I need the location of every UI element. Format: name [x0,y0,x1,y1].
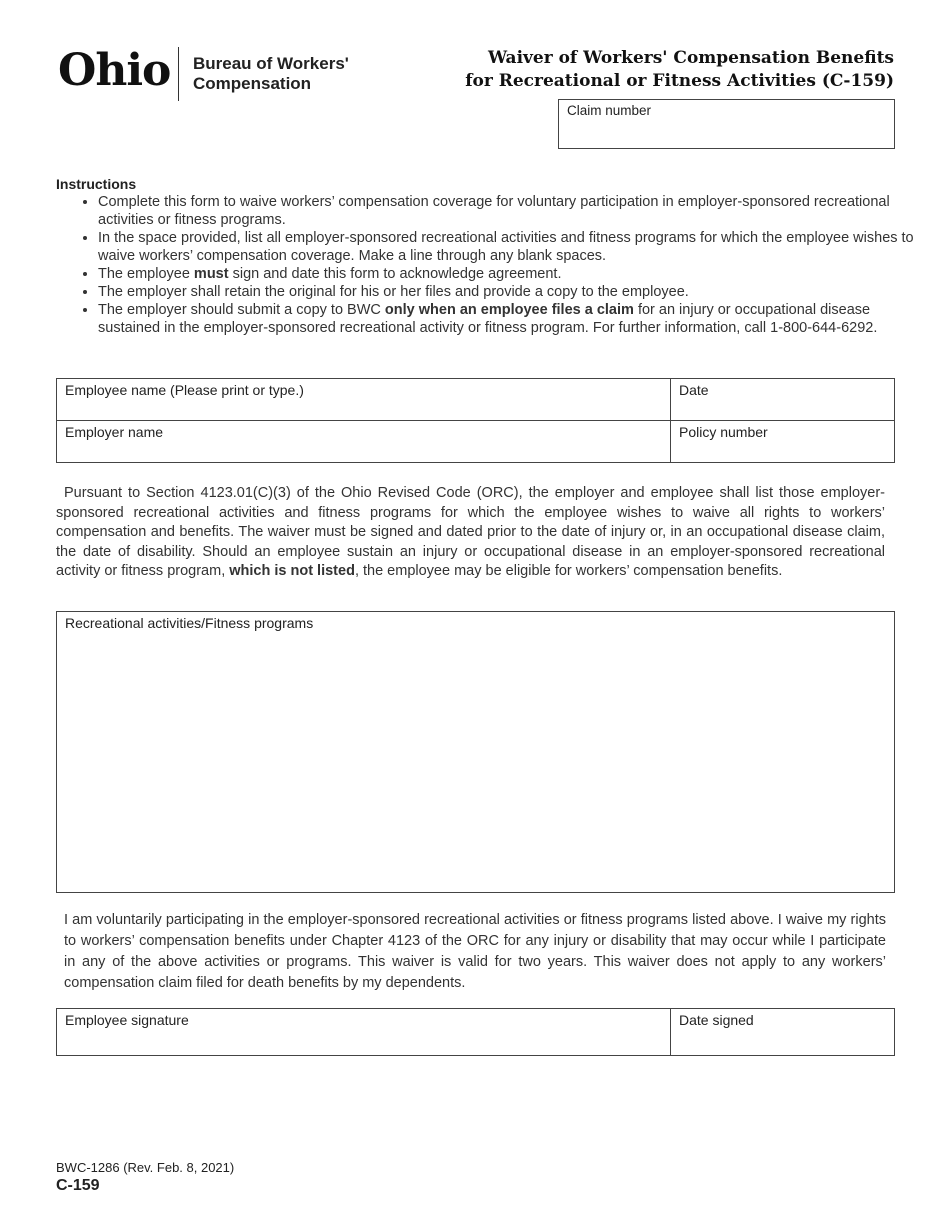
text: The employee [98,266,194,282]
employee-signature-field[interactable] [56,1008,671,1056]
activities-field[interactable] [56,611,895,893]
instruction-item [98,193,928,229]
instruction-item [98,265,928,283]
form-title [465,47,894,93]
logo-divider [178,47,179,101]
employer-name-label: Employer name [65,424,164,440]
text: Pursuant to Section 4123.01(C)(3) of the Ohio Revised Code (ORC), the employer and employee shall list those employer-sponsored recreational activities and fitness programs for which the employee wishes to waive all rights to workers’ compensation and benefits. The waiver must be signed and dated prior to the date of injury or, in an occupational disease claim, the date of disability. Should an employee sustain an injury or occupational disease in an employer-sponsored recreational activity or fitness program, [56,485,885,579]
text: for an injury or occupational disease sustained in the employer-sponsored recreational activity or fitness program. For further information, call 1-800-644-6292. [98,302,878,336]
date-field[interactable] [670,378,895,421]
claim-number-label: Claim number [567,103,652,118]
text: The employer shall retain the original for his or her files and provide a copy to the employee. [98,284,689,300]
activities-label: Recreational activities/Fitness programs [65,615,314,631]
employee-signature-label: Employee signature [65,1012,189,1028]
ohio-logo: Ohio [58,45,171,96]
instruction-item [98,283,928,301]
text: , the employee may be eligible for workers’ compensation benefits. [354,563,783,579]
bureau-name [193,54,349,94]
text: In the space provided, list all employer-sponsored recreational activities and fitness programs for which the employee wishes to waive workers’ compensation coverage. Make a line through any blank spaces. [98,230,914,264]
bold-text: must [193,266,229,282]
text: sign and date this form to acknowledge agreement. [228,266,562,282]
policy-number-field[interactable] [670,420,895,463]
instructions-heading: Instructions [56,176,137,192]
instruction-item [98,301,928,337]
date-label: Date [679,382,709,398]
bold-text: which is not listed [229,563,355,579]
title-line1: Waiver of Workers' Compensation Benefits [487,48,894,68]
date-signed-field[interactable] [670,1008,895,1056]
form-number: C-159 [56,1177,100,1194]
claim-number-field[interactable] [558,99,895,149]
policy-number-label: Policy number [679,424,768,440]
revision-info: BWC-1286 (Rev. Feb. 8, 2021) [56,1160,235,1175]
text: Complete this form to waive workers’ compensation coverage for voluntary participation in employer-sponsored recreational activities or fitness programs. [98,194,890,228]
instruction-item [98,229,928,265]
bold-text: only when an employee files a claim [384,302,634,318]
bureau-line1: Bureau of Workers' [193,54,349,73]
agreement-paragraph: I am voluntarily participating in the employer-sponsored recreational activities or fitness programs listed above. I waive my rights to workers’ compensation benefits under Chapter 4123 of the ORC for any injury or disability that may occur while I participate in any of the above activities or programs. This waiver is valid for two years. This waiver does not apply to any workers’ compensation claim filed for death benefits by my dependents. [64,912,886,991]
employee-name-field[interactable] [56,378,671,421]
instructions-list [56,193,928,337]
bureau-line2: Compensation [193,74,312,93]
date-signed-label: Date signed [679,1012,754,1028]
employee-info-table [56,378,895,463]
statute-paragraph [56,484,885,582]
title-line2: for Recreational or Fitness Activities (C-159) [465,71,894,91]
employee-name-label: Employee name (Please print or type.) [65,382,304,398]
employer-name-field[interactable] [56,420,671,463]
text: The employer should submit a copy to BWC [98,302,385,318]
